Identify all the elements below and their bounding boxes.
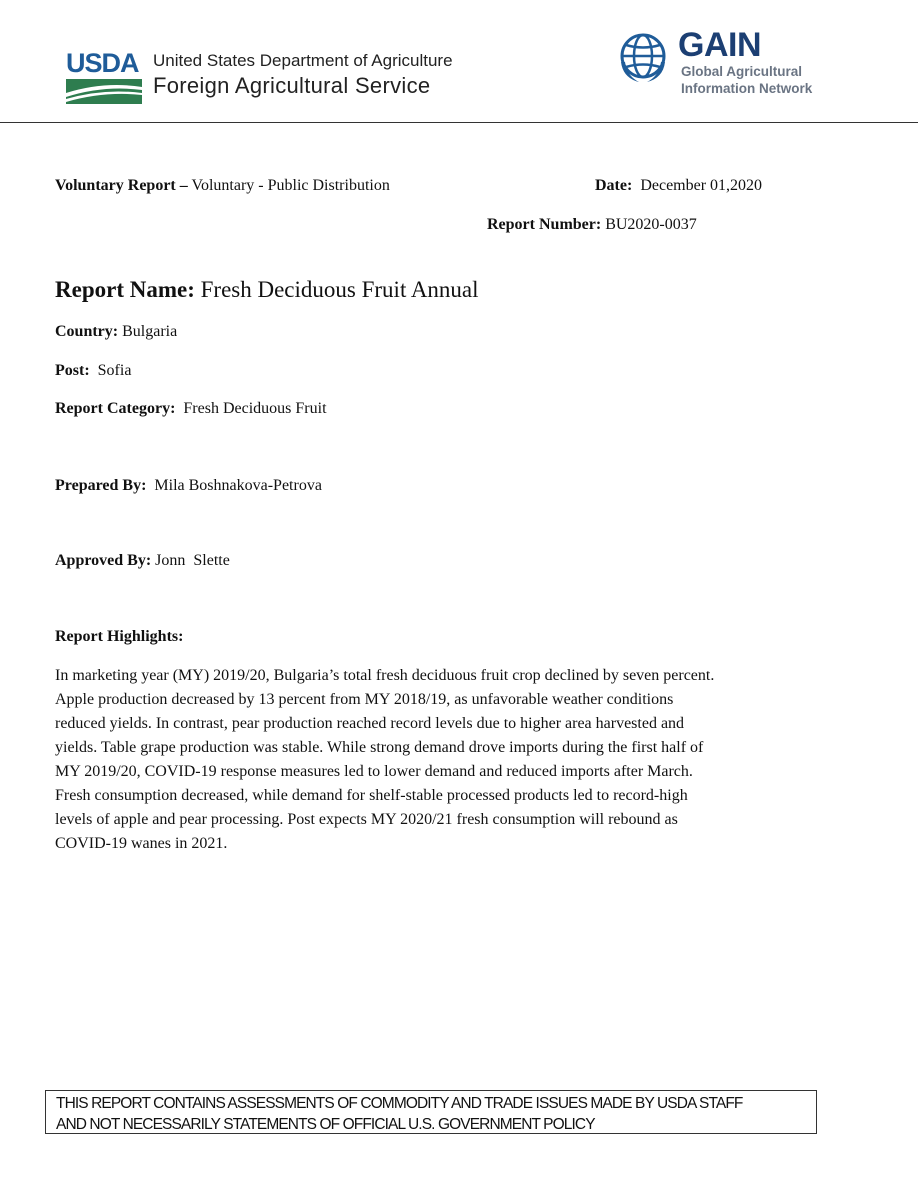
category-line xyxy=(55,399,327,419)
highlights-line: reduced yields. In contrast, pear production reached record levels due to higher area harvested and xyxy=(55,715,685,732)
gain-subtitle-line1: Global Agricultural xyxy=(681,64,803,79)
date-line xyxy=(595,176,762,196)
country-value: Bulgaria xyxy=(122,323,178,340)
agency-block xyxy=(153,50,453,100)
report-number-value: BU2020-0037 xyxy=(605,216,697,233)
post-label: Post: xyxy=(55,362,90,379)
report-name-label: Report Name: xyxy=(55,277,195,302)
post-line xyxy=(55,361,131,381)
report-name-value: Fresh Deciduous Fruit Annual xyxy=(200,277,479,302)
category-label: Report Category: xyxy=(55,400,176,417)
approved-by-line xyxy=(55,551,230,571)
approved-by-label: Approved By: xyxy=(55,552,152,569)
department-name: United States Department of Agriculture xyxy=(153,51,453,70)
prepared-by-value: Mila Boshnakova-Petrova xyxy=(154,477,322,494)
highlights-heading: Report Highlights: xyxy=(55,628,184,645)
report-number-label: Report Number: xyxy=(487,216,602,233)
highlights-line: Fresh consumption decreased, while demand for shelf-stable processed products led to record-high xyxy=(55,787,688,804)
category-value: Fresh Deciduous Fruit xyxy=(183,400,327,417)
disclaimer-line1: THIS REPORT CONTAINS ASSESSMENTS OF COMMODITY AND TRADE ISSUES MADE BY USDA STAFF xyxy=(56,1095,743,1112)
highlights-paragraph xyxy=(55,664,815,856)
report-name-line xyxy=(55,276,479,304)
prepared-by-label: Prepared By: xyxy=(55,477,147,494)
globe-icon xyxy=(617,32,669,84)
report-number-line xyxy=(487,215,697,235)
gain-subtitle-line2: Information Network xyxy=(681,81,813,96)
highlights-line: Apple production decreased by 13 percent from MY 2018/19, as unfavorable weather conditions xyxy=(55,691,674,708)
usda-logo xyxy=(66,50,142,104)
highlights-line: yields. Table grape production was stable. While strong demand drove imports during the first half of xyxy=(55,739,704,756)
highlights-line: In marketing year (MY) 2019/20, Bulgaria’s total fresh deciduous fruit crop declined by seven percent. xyxy=(55,667,715,684)
date-value: December 01,2020 xyxy=(640,177,763,194)
usda-field-graphic xyxy=(66,79,142,104)
country-label: Country: xyxy=(55,323,119,340)
voluntary-value: Voluntary - Public Distribution xyxy=(191,177,390,194)
highlights-line: levels of apple and pear processing. Post expects MY 2020/21 fresh consumption will rebound as xyxy=(55,811,678,828)
voluntary-label: Voluntary Report – xyxy=(55,177,188,194)
country-line xyxy=(55,322,177,342)
date-label: Date: xyxy=(595,177,633,194)
approved-by-value: Jonn Slette xyxy=(155,552,230,569)
disclaimer-box xyxy=(45,1090,817,1134)
disclaimer-line2: AND NOT NECESSARILY STATEMENTS OF OFFICIAL U.S. GOVERNMENT POLICY xyxy=(56,1116,595,1133)
gain-title: GAIN xyxy=(678,26,761,64)
highlights-line: MY 2019/20, COVID-19 response measures led to lower demand and reduced imports after March. xyxy=(55,763,693,780)
voluntary-report-line xyxy=(55,176,390,196)
agency-name: Foreign Agricultural Service xyxy=(153,73,431,98)
usda-logo-text: USDA xyxy=(66,48,139,78)
highlights-line: COVID-19 wanes in 2021. xyxy=(55,835,228,852)
header-divider xyxy=(0,122,918,123)
prepared-by-line xyxy=(55,476,322,496)
post-value: Sofia xyxy=(97,362,132,379)
